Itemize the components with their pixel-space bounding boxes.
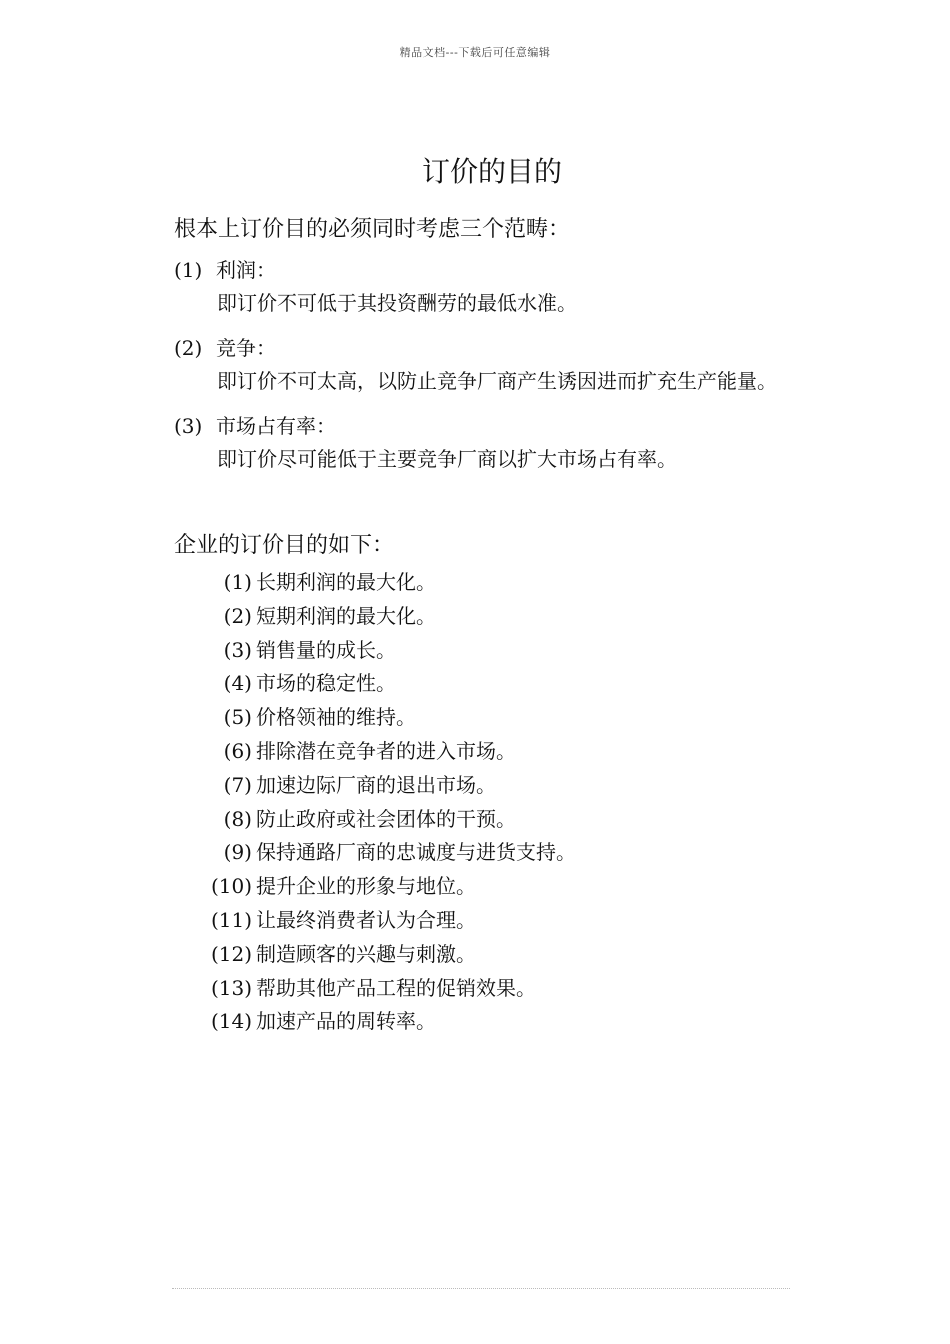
item-text: 加速产品的周转率。 <box>256 1009 436 1034</box>
item-number: (14) <box>210 1009 252 1034</box>
criterion-number: (1) <box>174 258 203 282</box>
criterion-description: 即订价不可低于其投资酬劳的最低水准。 <box>217 291 577 315</box>
item-number: (2) <box>223 603 252 628</box>
list-item <box>174 836 814 870</box>
criterion-market-share <box>174 410 814 476</box>
criterion-number: (3) <box>174 414 203 438</box>
item-number: (9) <box>223 840 252 865</box>
list-item <box>174 600 814 634</box>
criterion-competition <box>174 332 814 398</box>
item-text: 市场的稳定性。 <box>256 671 396 696</box>
item-number: (11) <box>210 907 252 932</box>
page-header: 精品文档---下载后可任意编辑 <box>399 46 551 59</box>
item-text: 销售量的成长。 <box>256 637 396 662</box>
goals-list <box>174 566 814 1039</box>
criterion-number: (2) <box>174 336 203 360</box>
list-item <box>174 870 814 904</box>
item-text: 让最终消费者认为合理。 <box>256 907 476 932</box>
goals-heading: 企业的订价目的如下： <box>174 533 395 558</box>
criterion-label: 利润： <box>216 258 276 282</box>
list-item <box>174 735 814 769</box>
criterion-heading <box>174 332 814 364</box>
item-number: (6) <box>223 738 252 763</box>
item-text: 短期利润的最大化。 <box>256 603 436 628</box>
document-body <box>174 210 814 1039</box>
item-text: 加速边际厂商的退出市场。 <box>256 772 496 797</box>
list-item <box>174 938 814 972</box>
list-item <box>174 972 814 1006</box>
item-number: (5) <box>223 705 252 730</box>
item-text: 帮助其他产品工程的促销效果。 <box>256 975 536 1000</box>
list-item <box>174 769 814 803</box>
item-number: (8) <box>223 806 252 831</box>
item-text: 防止政府或社会团体的干预。 <box>256 806 516 831</box>
criterion-label: 竞争： <box>216 336 276 360</box>
item-number: (1) <box>223 570 252 594</box>
item-number: (3) <box>223 637 252 662</box>
item-text: 排除潜在竞争者的进入市场。 <box>256 738 516 763</box>
list-item <box>174 566 814 600</box>
criterion-profit <box>174 254 814 320</box>
item-number: (12) <box>210 941 252 966</box>
list-item <box>174 701 814 735</box>
list-item <box>174 904 814 938</box>
item-text: 价格领袖的维持。 <box>256 705 416 730</box>
item-text: 保持通路厂商的忠诚度与进货支持。 <box>256 840 576 865</box>
item-number: (10) <box>210 874 252 899</box>
item-number: (13) <box>210 975 252 1000</box>
criterion-description: 即订价不可太高，以防止竞争厂商产生诱因进而扩充生产能量。 <box>217 369 777 393</box>
intro-paragraph: 根本上订价目的必须同时考虑三个范畴： <box>174 217 571 242</box>
criterion-label: 市场占有率： <box>216 414 336 438</box>
list-item <box>174 803 814 837</box>
item-number: (4) <box>223 671 252 696</box>
list-item <box>174 667 814 701</box>
criterion-heading <box>174 254 814 286</box>
list-item <box>174 1005 814 1039</box>
footer-divider <box>172 1288 790 1289</box>
criterion-description: 即订价尽可能低于主要竞争厂商以扩大市场占有率。 <box>217 447 677 471</box>
item-number: (7) <box>223 772 252 797</box>
criterion-heading <box>174 410 814 442</box>
item-text: 提升企业的形象与地位。 <box>256 874 476 899</box>
list-item <box>174 634 814 668</box>
item-text: 长期利润的最大化。 <box>256 570 436 594</box>
item-text: 制造顾客的兴趣与刺激。 <box>256 941 476 966</box>
document-title: 订价的目的 <box>421 155 562 188</box>
